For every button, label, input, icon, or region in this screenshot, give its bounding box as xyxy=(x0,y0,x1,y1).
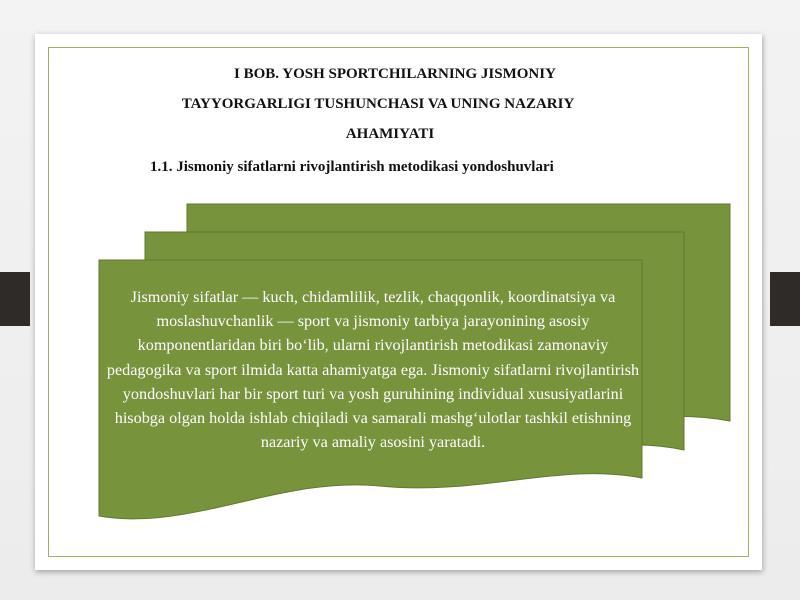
title-line-1: I BOB. YOSH SPORTCHILARNING JISMONIY xyxy=(234,66,556,82)
section-subtitle: 1.1. Jismoniy sifatlarni rivojlantirish metodikasi yondoshuvlari xyxy=(150,159,554,175)
card-body-text: Jismoniy sifatlar — kuch, chidamlilik, tezlik, chaqqonlik, koordinatsiya va moslashuvchanlik — sport va jismoniy tarbiya jarayonining asosiy komponentlaridan biri bo‘lib, ularni rivojlantirish metodikasi zamonaviy pedagogika va sport ilmida katta ahamiyatga ega. Jismoniy sifatlarni rivojlantirish yondoshuvlari har bir sport turi va yosh guruhining individual xususiyatlarini hisobga olgan holda ishlab chiqiladi va samarali mashg‘ulotlar tashkil etishning nazariy va amaliy asosini yaratadi. xyxy=(106,288,640,452)
title-line-3: AHAMIYATI xyxy=(345,126,435,142)
title-line-2: TAYYORGARLIGI TUSHUNCHASI VA UNING NAZARIY xyxy=(181,96,575,112)
